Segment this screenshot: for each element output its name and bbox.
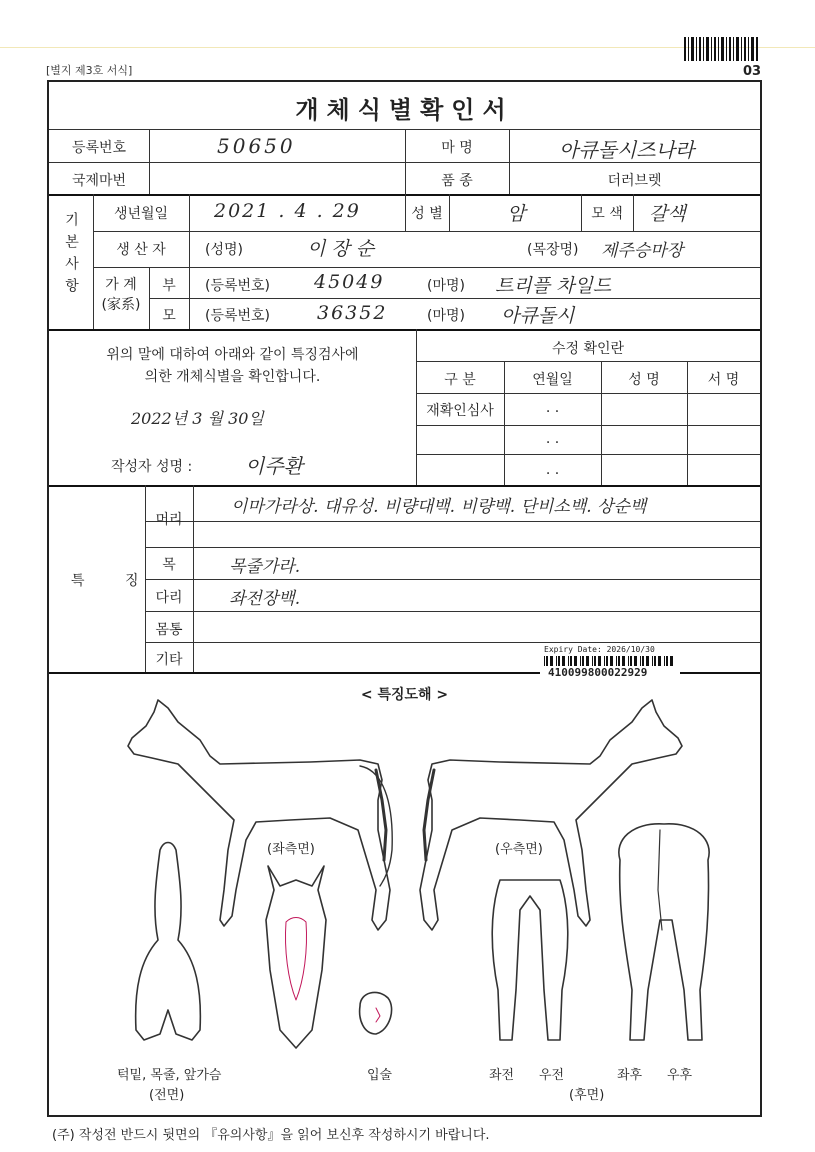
basic-section-label: 기본사항 xyxy=(63,212,79,300)
right-front-leg-label: 우전 xyxy=(539,1068,565,1083)
left-front-leg-label: 좌전 xyxy=(489,1068,515,1083)
horse-diagram xyxy=(60,690,760,1070)
sex-label: 성 별 xyxy=(411,206,443,222)
right-hind-leg-label: 우후 xyxy=(667,1068,693,1083)
rule xyxy=(416,393,760,394)
left-hind-leg-label: 좌후 xyxy=(617,1068,643,1083)
rule xyxy=(193,485,194,672)
rule xyxy=(416,425,760,426)
front-caption: 턱밑, 목줄, 앞가슴 xyxy=(117,1068,222,1083)
rule xyxy=(189,194,190,231)
issue-date: 2022년 3 월 30일 xyxy=(131,409,264,428)
col-date: 연월일 xyxy=(532,372,573,388)
rear-view-horse xyxy=(619,824,709,1040)
sire-reg-label: (등록번호) xyxy=(205,278,271,294)
farm-label: (목장명) xyxy=(527,242,579,258)
neck-value: 목줄가라. xyxy=(229,557,301,577)
page-number: 03 xyxy=(743,64,762,79)
rule xyxy=(189,231,190,267)
front-view-horse xyxy=(136,843,201,1041)
diagram-title: < 특징도해 > xyxy=(360,687,449,703)
body-label: 몸통 xyxy=(155,622,183,638)
writer-label: 작성자 성명 : xyxy=(111,459,193,475)
rule xyxy=(189,267,190,329)
rule xyxy=(416,361,760,362)
statement-line-2: 의한 개체식별을 확인합니다. xyxy=(144,369,321,385)
breed-value: 더러브렛 xyxy=(607,173,662,189)
pedigree-label: 가 계 (家系) xyxy=(101,277,141,313)
farm-value: 제주승마장 xyxy=(601,241,684,261)
sire-name-label: (마명) xyxy=(427,278,465,294)
left-side-horse xyxy=(128,700,390,930)
statement-line-1: 위의 말에 대하여 아래와 같이 특징검사에 xyxy=(106,347,359,363)
rule xyxy=(149,298,760,299)
col-category: 구 분 xyxy=(444,372,476,388)
dob-label: 생년월일 xyxy=(113,206,169,222)
coat-value: 갈색 xyxy=(649,203,686,225)
sire-name-value: 트리플 차일드 xyxy=(495,275,612,297)
barcode-number: 410099800022929 xyxy=(548,666,648,679)
front-legs-view xyxy=(492,880,568,1040)
other-label: 기타 xyxy=(155,652,183,668)
rule xyxy=(93,231,760,232)
date-cell: . . xyxy=(545,431,560,447)
date-cell: . . xyxy=(545,462,560,478)
barcode-icon xyxy=(544,656,676,666)
rule xyxy=(49,485,760,487)
legs-value: 좌전장백. xyxy=(229,589,301,609)
row-reinspection: 재확인심사 xyxy=(426,403,494,419)
expiry-text: Expiry Date: 2026/10/30 xyxy=(544,645,655,654)
col-sign: 서 명 xyxy=(707,372,740,388)
top-barcode-icon xyxy=(684,37,758,61)
rule xyxy=(416,454,760,455)
breed-label: 품 종 xyxy=(441,173,473,189)
breeder-name-label: (성명) xyxy=(205,242,243,258)
dam-name-label: (마명) xyxy=(427,308,465,324)
breeder-label: 생 산 자 xyxy=(116,242,166,258)
sire-label: 부 xyxy=(162,278,176,294)
footnote: (주) 작성전 반드시 뒷면의 『유의사항』을 읽어 보신후 작성하시기 바랍니다. xyxy=(52,1128,490,1143)
rule xyxy=(145,521,760,522)
sire-reg-value: 45049 xyxy=(314,271,385,293)
coat-label: 모 색 xyxy=(591,206,623,222)
front-view-label: (전면) xyxy=(149,1088,185,1103)
dam-name-value: 아큐돌시 xyxy=(501,305,575,327)
rule xyxy=(49,329,760,331)
form-code: [별지 제3호 서식] xyxy=(46,64,133,77)
legs-label: 다리 xyxy=(155,590,183,606)
rule xyxy=(145,547,760,548)
dob-value: 2021 . 4 . 29 xyxy=(214,200,361,222)
rule xyxy=(145,642,760,643)
rule xyxy=(633,194,634,231)
sex-value: 암 xyxy=(507,203,526,225)
rear-view-label: (후면) xyxy=(569,1088,605,1103)
neck-label: 목 xyxy=(162,557,176,573)
reg-no-value: 50650 xyxy=(217,134,296,158)
rule xyxy=(149,129,150,194)
rule xyxy=(449,194,450,231)
document-title: 개체식별확인서 xyxy=(295,96,514,124)
left-side-label: (좌측면) xyxy=(267,842,315,857)
head-label: 머리 xyxy=(155,512,183,528)
intl-no-label: 국제마번 xyxy=(71,173,127,189)
head-value: 이마가라상. 대유성. 비량대백. 비량백. 단비소백. 상순백 xyxy=(231,497,647,517)
revision-title: 수정 확인란 xyxy=(551,341,625,357)
expiry-barcode-sticker xyxy=(540,645,680,681)
breeder-name-value: 이 장 순 xyxy=(307,238,375,260)
col-name: 성 명 xyxy=(628,372,660,388)
right-side-label: (우측면) xyxy=(495,842,543,857)
lips-view xyxy=(360,992,392,1034)
rule xyxy=(145,579,760,580)
dam-label: 모 xyxy=(162,308,176,324)
writer-signature: 이주환 xyxy=(245,454,303,478)
features-section-label: 특 징 xyxy=(71,573,157,589)
dam-reg-label: (등록번호) xyxy=(205,308,271,324)
horse-name-label: 마 명 xyxy=(441,140,473,156)
date-cell: . . xyxy=(545,400,560,416)
rule xyxy=(145,611,760,612)
front-head xyxy=(266,866,326,1048)
lip-caption: 입술 xyxy=(367,1068,393,1083)
right-side-horse xyxy=(420,700,682,930)
rule xyxy=(93,267,760,268)
dam-reg-value: 36352 xyxy=(317,302,388,324)
horse-name-value: 아큐돌시즈나라 xyxy=(559,138,695,162)
reg-no-label: 등록번호 xyxy=(71,140,127,156)
